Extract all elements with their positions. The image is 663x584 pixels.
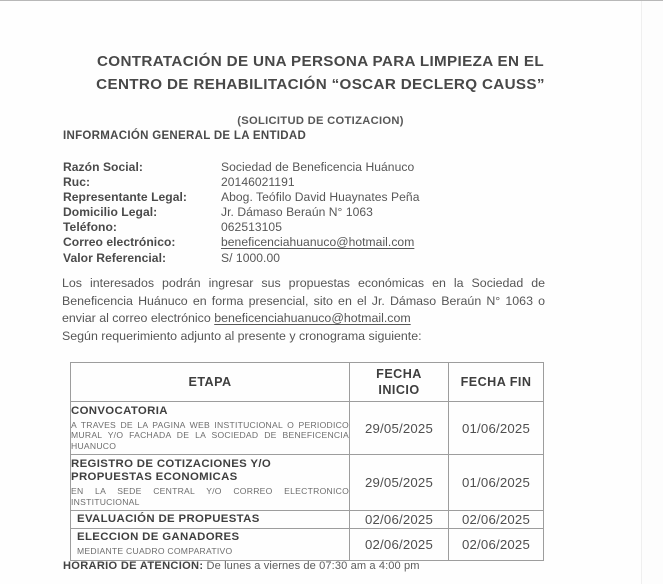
table-row bbox=[71, 455, 544, 511]
column-header-fecha-inicio bbox=[350, 363, 449, 402]
etapa-title: CONVOCATORIA bbox=[71, 404, 168, 417]
info-label-valor-referencial: Valor Referencial: bbox=[63, 250, 167, 265]
column-header-etapa: ETAPA bbox=[71, 363, 350, 402]
info-label-razon-social: Razón Social: bbox=[63, 160, 143, 174]
info-row-correo-electronico bbox=[63, 235, 543, 250]
column-header-fecha-fin: FECHA FIN bbox=[449, 363, 544, 402]
etapa-title: EVALUACIÓN DE PROPUESTAS bbox=[77, 512, 260, 525]
instructions-email-link[interactable]: beneficenciahuanuco@hotmail.com bbox=[214, 311, 411, 325]
info-row-telefono bbox=[63, 220, 543, 235]
instructions-paragraph-text: Los interesados podrán ingresar sus propuestas económicas en la Sociedad de Beneficencia Huánuco en forma presencial, sito en el Jr. Dámaso Beraún N° 1063 o enviar al correo electrónico bbox=[62, 276, 545, 325]
cell-etapa-evaluacion bbox=[71, 511, 350, 529]
info-row-razon-social bbox=[63, 160, 543, 175]
attention-hours-label: HORARIO DE ATENCION: bbox=[63, 560, 204, 572]
cell-etapa-convocatoria bbox=[71, 402, 350, 455]
info-label-ruc: Ruc: bbox=[63, 175, 91, 190]
attention-hours-value: De lunes a viernes de 07:30 am a 4:00 pm bbox=[203, 560, 420, 572]
table-header-row bbox=[71, 363, 544, 402]
page-title-line-2: CENTRO DE REHABILITACIÓN “OSCAR DECLERQ CAUSS” bbox=[96, 76, 545, 93]
attention-hours-note bbox=[63, 560, 420, 572]
instructions-paragraph-closing: Según requerimiento adjunto al presente y cronograma siguiente: bbox=[62, 328, 422, 343]
column-header-fecha-inicio-line-2: INICIO bbox=[378, 383, 420, 397]
scan-right-edge bbox=[641, 1, 642, 584]
info-value-telefono: 062513105 bbox=[221, 220, 282, 235]
table-row bbox=[71, 529, 544, 561]
info-value-razon-social: Sociedad de Beneficencia Huánuco bbox=[221, 160, 415, 174]
schedule-table-body bbox=[71, 402, 544, 561]
cell-fecha-inicio: 29/05/2025 bbox=[350, 455, 449, 511]
scan-right-margin bbox=[642, 1, 663, 584]
table-row bbox=[71, 402, 544, 455]
info-row-ruc bbox=[63, 175, 543, 190]
entity-section-heading: INFORMACIÓN GENERAL DE LA ENTIDAD bbox=[63, 130, 307, 142]
info-value-correo-electronico[interactable]: beneficenciahuanuco@hotmail.com bbox=[221, 235, 415, 250]
cell-etapa-eleccion-ganadores bbox=[71, 529, 350, 561]
etapa-description: A TRAVES DE LA PAGINA WEB INSTITUCIONAL O PERIODICO MURAL Y/O FACHADA DE LA SOCIEDAD DE BENEFICENCIA HUANUCO bbox=[71, 419, 349, 451]
etapa-description: MEDIANTE CUADRO COMPARATIVO bbox=[77, 546, 233, 557]
cell-fecha-inicio: 02/06/2025 bbox=[350, 529, 449, 561]
page-title bbox=[60, 50, 581, 96]
info-value-representante-legal: Abog. Teófilo David Huaynates Peña bbox=[221, 190, 420, 205]
info-row-domicilio-legal bbox=[63, 205, 543, 220]
etapa-description: EN LA SEDE CENTRAL Y/O CORREO ELECTRONICO INSTITUCIONAL bbox=[71, 486, 349, 507]
instructions-paragraph bbox=[62, 275, 545, 328]
schedule-table bbox=[70, 362, 544, 561]
schedule-table-head bbox=[71, 363, 544, 402]
title-block bbox=[0, 0, 641, 127]
instructions-paragraph-block bbox=[62, 275, 545, 345]
page-subtitle: (SOLICITUD DE COTIZACION) bbox=[237, 115, 404, 127]
info-value-ruc: 20146021191 bbox=[221, 175, 295, 190]
table-row bbox=[71, 511, 544, 529]
info-label-correo-electronico: Correo electrónico: bbox=[63, 235, 176, 250]
cell-fecha-fin: 01/06/2025 bbox=[449, 402, 544, 455]
etapa-title: REGISTRO DE COTIZACIONES Y/O PROPUESTAS ECONOMICAS bbox=[71, 457, 272, 484]
info-label-telefono: Teléfono: bbox=[63, 220, 117, 235]
cell-fecha-fin: 01/06/2025 bbox=[449, 455, 544, 511]
cell-fecha-inicio: 02/06/2025 bbox=[350, 511, 449, 529]
cell-fecha-fin: 02/06/2025 bbox=[449, 529, 544, 561]
info-label-domicilio-legal: Domicilio Legal: bbox=[63, 205, 158, 220]
info-row-valor-referencial bbox=[63, 251, 543, 266]
info-row-representante-legal bbox=[63, 190, 543, 205]
info-label-representante-legal: Representante Legal: bbox=[63, 190, 187, 205]
column-header-fecha-inicio-line-1: FECHA bbox=[376, 367, 422, 381]
page-title-line-1: CONTRATACIÓN DE UNA PERSONA PARA LIMPIEZA EN EL bbox=[96, 53, 545, 70]
entity-info-list bbox=[63, 160, 543, 266]
info-value-valor-referencial: S/ 1000.00 bbox=[221, 250, 281, 265]
cell-fecha-inicio: 29/05/2025 bbox=[350, 402, 449, 455]
cell-etapa-registro-cotizaciones bbox=[71, 455, 350, 511]
info-value-domicilio-legal: Jr. Dámaso Beraún N° 1063 bbox=[221, 205, 373, 220]
etapa-title: ELECCION DE GANADORES bbox=[77, 531, 240, 544]
cell-fecha-fin: 02/06/2025 bbox=[449, 511, 544, 529]
